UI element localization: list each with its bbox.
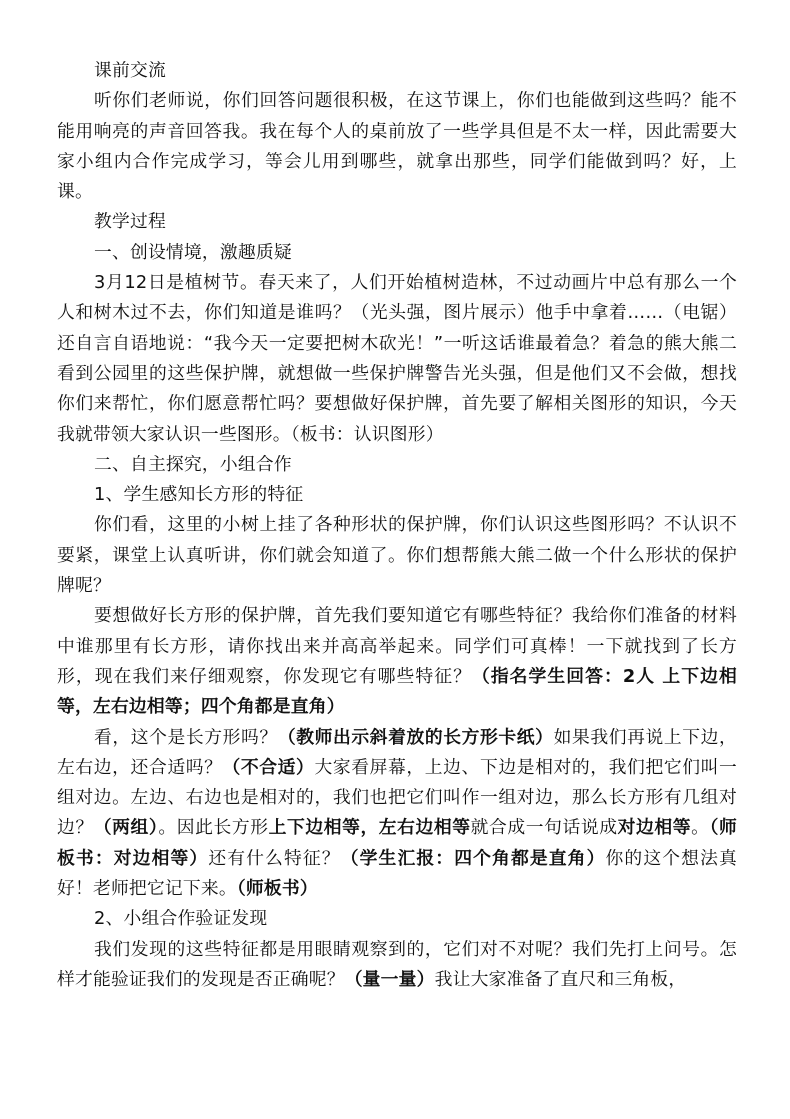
text-segment: 大家看屏幕，上边、下边是相对的，我们把它们叫一组对边。左边、右边也是相对的，我们也把它们叫作一组对边，那么长方形有几组对边？: [57, 756, 737, 839]
features-text: 要想做好长方形的保护牌，首先我们要知道它有哪些特征？我给你们准备的材料中谁那里有长方形，请你找出来并高高举起来。同学们可真棒！一下就找到了长方形，现在我们来仔细观察，你发现它有哪些特征？: [57, 605, 737, 687]
text-segment: 看，这个是长方形吗？: [94, 726, 278, 748]
heading-pre-class: 课前交流: [94, 60, 166, 81]
text-segment: 我们发现的这些特征都是用眼睛观察到的，它们对不对呢？我们先打上问号。怎样才能验证我们的发现是否正确呢？: [57, 938, 737, 990]
paragraph-intro: 听你们老师说，你们回答问题很积极，在这节课上，你们也能做到这些吗？能不能用响亮的声音回答我。我在每个人的桌前放了一些学具但是不太一样，因此需要大家小组内合作完成学习，等会儿用到哪些，就拿出那些，同学们能做到吗？好，上课。: [57, 90, 737, 203]
heading-subsection-2: 2、小组合作验证发现: [94, 908, 268, 930]
bold-segment: 对边相等: [617, 817, 692, 839]
bold-segment: （学生汇报：四个角都是直角）: [340, 847, 606, 869]
bold-segment: （不合适）: [222, 756, 315, 778]
paragraph-story: 3月12日是植树节。春天来了，人们开始植树造林，不过动画片中总有那么一个人和树木过不去，你们知道是谁吗？（光头强，图片展示）他手中拿着……（电锯）还自言自语地说：“我今天一定要把树木砍光！”一听这话谁最着急？着急的熊大熊二看到公园里的这些保护牌，就想做一些保护牌警告光头强，但是他们又不会做，想找你们来帮忙，你们愿意帮忙吗？要想做好保护牌，首先要了解相关图形的知识，今天我就带领大家认识一些图形。（板书：认识图形）: [57, 272, 737, 445]
paragraph-rectangle-features: [57, 601, 737, 722]
bold-segment: （师板书）: [236, 878, 318, 900]
features-answer-bold: （指名学生回答：2人 上下边相等，左右边相等；四个角都是直角）: [57, 665, 737, 718]
bold-segment: （师板书：对边相等）: [57, 817, 737, 869]
bold-segment: （两组）: [93, 817, 159, 839]
bold-segment: 上下边相等，左右边相等: [268, 817, 471, 839]
heading-section-1: 一、创设情境，激趣质疑: [94, 241, 292, 263]
paragraph-opposite-sides: [57, 723, 737, 905]
text-segment: 如果我们再说上下边，左右边，还合适吗？: [57, 726, 737, 778]
heading-section-2: 二、自主探究，小组合作: [94, 453, 292, 475]
heading-teaching-process: 教学过程: [94, 211, 166, 233]
text-segment: 。: [691, 817, 710, 839]
document-page: [57, 56, 737, 995]
bold-segment: （量一量）: [344, 968, 435, 990]
paragraph-verify: [57, 935, 737, 996]
text-segment: 我让大家准备了直尺和三角板，: [434, 968, 687, 990]
text-segment: 你的这个想法真好！老师把它记下来。: [57, 847, 737, 900]
text-segment: 就合成一句话说成: [470, 817, 618, 839]
bold-segment: （教师出示斜着放的长方形卡纸）: [277, 726, 554, 748]
text-segment: 还有什么特征？: [208, 847, 341, 869]
text-segment: 。因此长方形: [158, 817, 269, 839]
heading-subsection-1: 1、学生感知长方形的特征: [94, 484, 304, 506]
paragraph-look-signs: 你们看，这里的小树上挂了各种形状的保护牌，你们认识这些图形吗？不认识不要紧，课堂上认真听讲，你们就会知道了。你们想帮熊大熊二做一个什么形状的保护牌呢？: [57, 514, 737, 597]
